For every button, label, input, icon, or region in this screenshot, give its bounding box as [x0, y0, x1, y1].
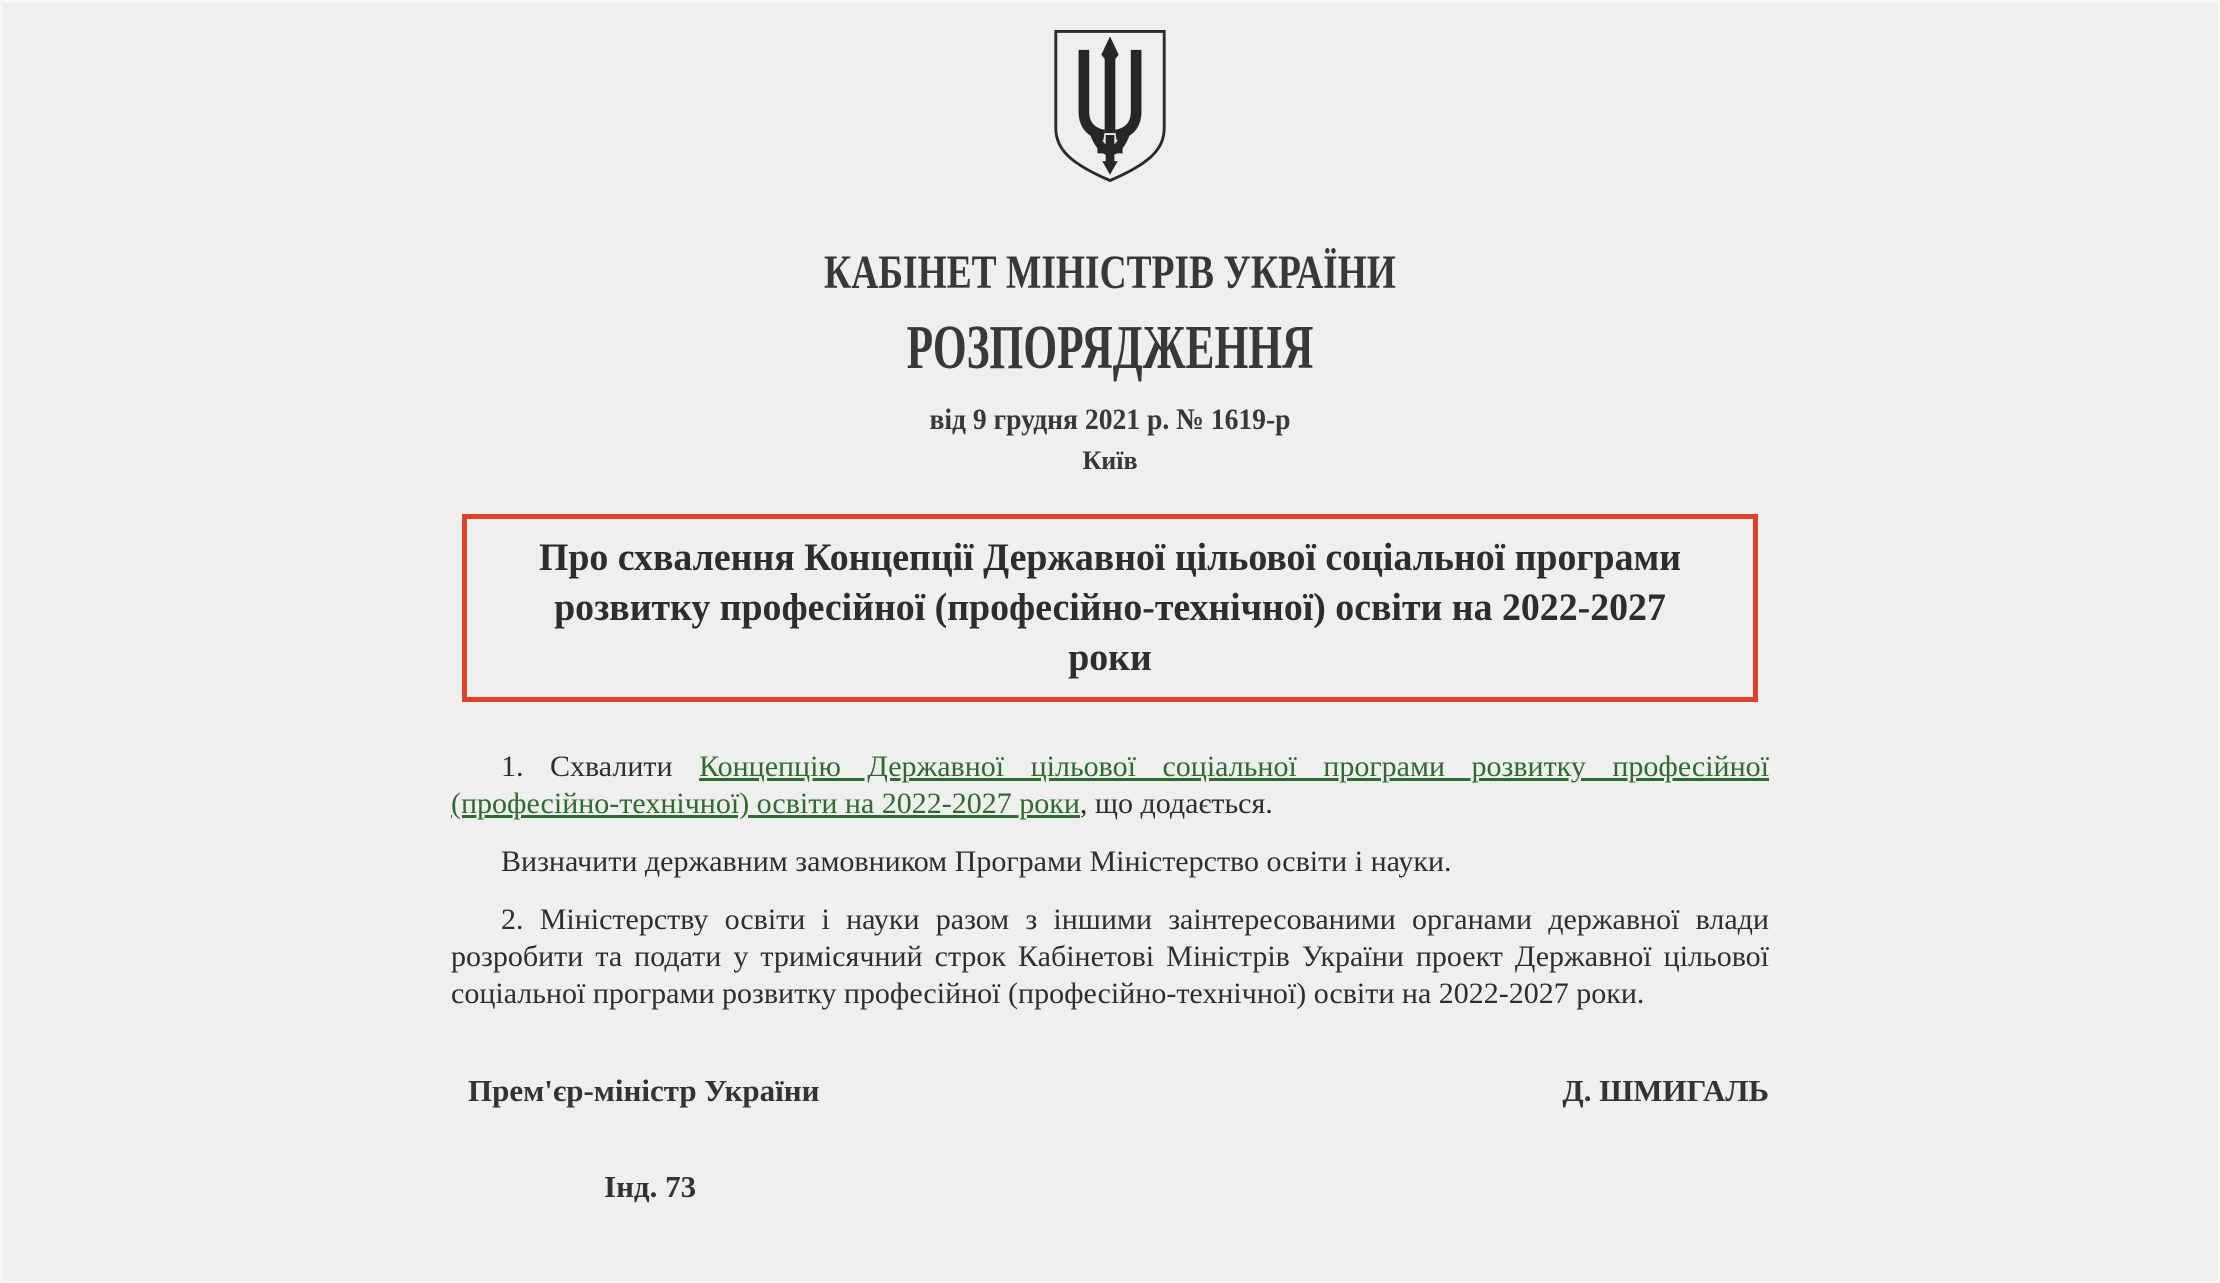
organization-title: КАБІНЕТ МІНІСТРІВ УКРАЇНИ: [824, 246, 1396, 299]
signature-name: Д. ШМИГАЛЬ: [1562, 1073, 1769, 1108]
paragraph-approve: [451, 748, 1769, 822]
paragraph-approve-suffix: , що додається.: [1079, 787, 1273, 820]
signature-position: Прем'єр-міністр України: [468, 1073, 820, 1108]
document-city: Київ: [1082, 446, 1138, 475]
concept-program-link[interactable]: Концепцію Державної цільової соціальної програми розвитку професійної (професійно-технічної) освіти на 2022-2027 роки: [451, 750, 1769, 820]
document-title-box: [462, 514, 1758, 702]
document-date: від 9 грудня 2021 р. № 1619-р: [929, 403, 1291, 436]
document-index: Інд. 73: [604, 1169, 697, 1205]
coat-of-arms: [451, 27, 1769, 187]
signature-row: [451, 1072, 1769, 1109]
paragraph-ministry-task: 2. Міністерству освіти і науки разом з іншими заінтересованими органами державної влади розробити та подати у тримісячний строк Кабінетові Міністрів України проект Державної цільової соціальної програми розвитку професійної (професійно-технічної) освіти на 2022-2027 роки.: [451, 903, 1769, 1010]
trident-icon: [1050, 27, 1170, 185]
document-title: Про схвалення Концепції Державної цільової соціальної програми розвитку професійної (професійно-технічної) освіти на 2022-2027 роки: [538, 536, 1682, 679]
document-column: [451, 27, 1769, 1205]
paragraph-approve-prefix: 1. Схвалити: [501, 750, 700, 783]
document-type-title: РОЗПОРЯДЖЕННЯ: [906, 314, 1314, 382]
document-body: [451, 748, 1769, 1012]
paragraph-customer: Визначити державним замовником Програми Міністерство освіти і науки.: [501, 845, 1452, 878]
